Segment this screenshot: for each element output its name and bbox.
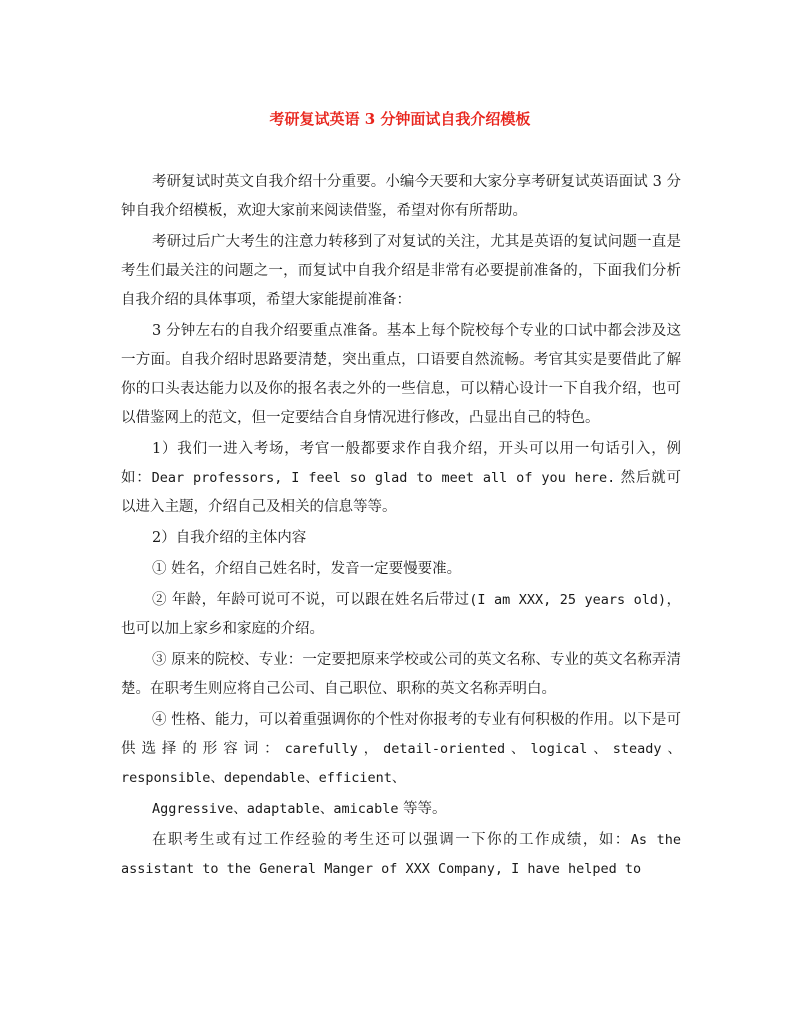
sub-item-age-text: ② 年龄，年龄可说可不说，可以跟在姓名后带过: [152, 592, 470, 608]
work-experience-paragraph: [121, 826, 681, 884]
item-1-english-quote: Dear professors, I feel so glad to meet all of you here.: [151, 470, 616, 486]
sub-item-age-quote: (I am XXX, 25 years old): [469, 592, 667, 608]
adjective-list-continued: [121, 795, 681, 824]
context-paragraph: 考研过后广大考生的注意力转移到了对复试的关注，尤其是英语的复试问题一直是考生们最关注的问题之一，而复试中自我介绍是非常有必要提前准备的，下面我们分析自我介绍的具体事项，希望大家能提前准备：: [121, 234, 681, 308]
document-title: 考研复试英语 3 分钟面试自我介绍模板: [269, 110, 531, 128]
item-1-intro: 1）我们一进入考场，考官一般都要求作自我介绍，开头可以用一句话引入，例如：: [121, 441, 681, 486]
intro-paragraph: 考研复试时英文自我介绍十分重要。小编今天要和大家分享考研复试英语面试 3 分钟自我介绍模板，欢迎大家前来阅读借鉴，希望对你有所帮助。: [121, 174, 681, 219]
preparation-paragraph: 3 分钟左右的自我介绍要重点准备。基本上每个院校每个专业的口试中都会涉及这一方面。自我介绍时思路要清楚，突出重点，口语要自然流畅。考官其实是要借此了解你的口头表达能力以及你的报名表之外的一些信息，可以精心设计一下自我介绍，也可以借鉴网上的范文，但一定要结合自身情况进行修改，凸显出自己的特色。: [121, 323, 681, 426]
adjective-list-2: Aggressive、adaptable、amicable: [152, 801, 399, 817]
sub-item-age: [121, 586, 681, 644]
item-2-heading: 2）自我介绍的主体内容: [152, 530, 307, 546]
sub-item-school: ③ 原来的院校、专业：一定要把原来学校或公司的英文名称、专业的英文名称弄清楚。在职考生则应将自己公司、自己职位、职称的英文名称弄明白。: [121, 652, 681, 697]
item-1-outro: 然后就可以进入主题，介绍自己及相关的信息等等。: [121, 470, 682, 515]
item-1-paragraph: [121, 435, 681, 522]
sub-item-personality: [121, 706, 681, 793]
sub-item-age-outro: ，也可以加上家乡和家庭的介绍。: [121, 592, 681, 637]
sub-item-name: ① 姓名，介绍自己姓名时，发音一定要慢要准。: [152, 561, 462, 577]
work-experience-text: 在职考生或有过工作经验的考生还可以强调一下你的工作成绩，如：: [152, 832, 631, 848]
adjective-list-outro: 等等。: [398, 801, 447, 817]
sub-item-personality-text: ④ 性格、能力，可以着重强调你的个性对你报考的专业有何积极的作用。以下是可供选择的形容词：: [121, 712, 681, 757]
work-experience-quote: As the assistant to the General Manger of XXX Company, I have helped to: [121, 832, 681, 877]
adjective-list: carefully，detail-oriented、logical、steady、responsible、dependable、efficient、: [121, 741, 681, 786]
document-body: [121, 168, 681, 886]
